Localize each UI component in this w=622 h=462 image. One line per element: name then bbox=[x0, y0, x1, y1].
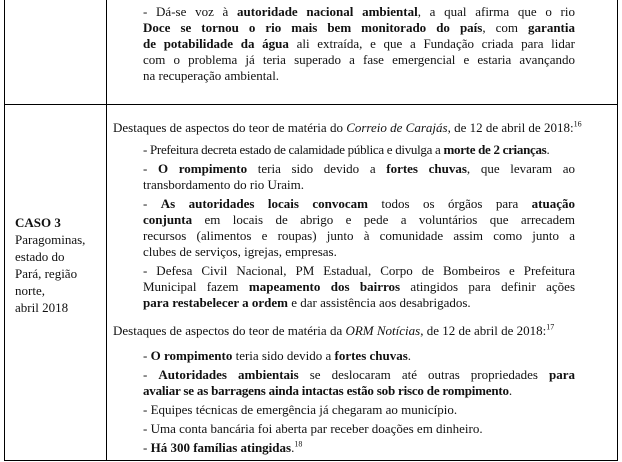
section1-item-4-cont: Municipal fazem mapeamento dos bairros atingidos para definir ações bbox=[143, 279, 576, 294]
row1-line-3: de potabilidade da água ali extraída, e que a Fundação criada para lidar bbox=[143, 36, 575, 51]
section2-item-3: - Equipes técnicas de emergência já chegaram ao município. bbox=[143, 402, 458, 417]
section1-item-1: - Prefeitura decreta estado de calamidade pública e divulga a morte de 2 crianças. bbox=[143, 142, 550, 157]
section1-intro: Destaques de aspectos do teor de matéria do Correio de Carajás, de 12 de abril de 2018:$^{16}$ bbox=[113, 119, 582, 135]
row1-line-4: com o problema já teria superado a fase emergencial e estaria avançando bbox=[143, 52, 575, 67]
case-location-line: Pará, região bbox=[15, 266, 78, 281]
column-divider bbox=[106, 0, 107, 460]
section1-item-2: - O rompimento teria sido devido a fortes chuvas, que levaram ao bbox=[143, 161, 575, 176]
section2-item-1: - O rompimento teria sido devido a fortes chuvas. bbox=[143, 348, 412, 363]
section2-intro: Destaques de aspectos do teor de matéria da ORM Notícias, de 12 de abril de 2018:$^{17}$ bbox=[113, 322, 555, 338]
section1-item-2-cont: transbordamento do rio Uraim. bbox=[143, 177, 305, 192]
document-table bbox=[4, 0, 618, 461]
row1-line-5: na recuperação ambiental. bbox=[143, 68, 280, 83]
section1-item-3: - As autoridades locais convocam todos os órgãos para atuação bbox=[143, 196, 575, 211]
section2-item-5: - Há 300 famílias atingidas.$^{18}$ bbox=[143, 439, 303, 455]
section2-item-4: - Uma conta bancária foi aberta par receber doações em dinheiro. bbox=[143, 421, 483, 436]
case-location-line: Paragominas, bbox=[15, 232, 86, 247]
section1-item-4-cont: para restabelecer a ordem e dar assistência aos desabrigados. bbox=[143, 295, 471, 310]
row1-line-2: Doce se tornou o rio mais bem monitorado do país, com garantia bbox=[143, 20, 575, 35]
section2-item-2: - Autoridades ambientais se deslocaram até outras propriedades para bbox=[143, 367, 575, 382]
section2-item-2-cont: avaliar se as barragens ainda intactas estão sob risco de rompimento. bbox=[143, 383, 512, 398]
section1-item-3-cont: conjunta em locais de abrigo e pede a voluntários que arrecadem bbox=[143, 212, 575, 227]
case-location-line: estado do bbox=[15, 249, 65, 264]
section1-item-3-cont: recursos (alimentos e roupas) junto à comunidade assim como junto a bbox=[143, 228, 575, 243]
row-divider bbox=[5, 104, 617, 105]
case-location-line: abril 2018 bbox=[15, 300, 69, 315]
section1-item-3-cont: clubes de serviços, igrejas, empresas. bbox=[143, 244, 337, 259]
case-location-line: norte, bbox=[15, 283, 45, 298]
section1-item-4: - Defesa Civil Nacional, PM Estadual, Corpo de Bombeiros e Prefeitura bbox=[143, 263, 575, 278]
row1-line-1: - Dá-se voz à autoridade nacional ambiental, a qual afirma que o rio bbox=[143, 4, 575, 19]
case-title: CASO 3 bbox=[15, 215, 61, 230]
case-label bbox=[15, 214, 85, 316]
